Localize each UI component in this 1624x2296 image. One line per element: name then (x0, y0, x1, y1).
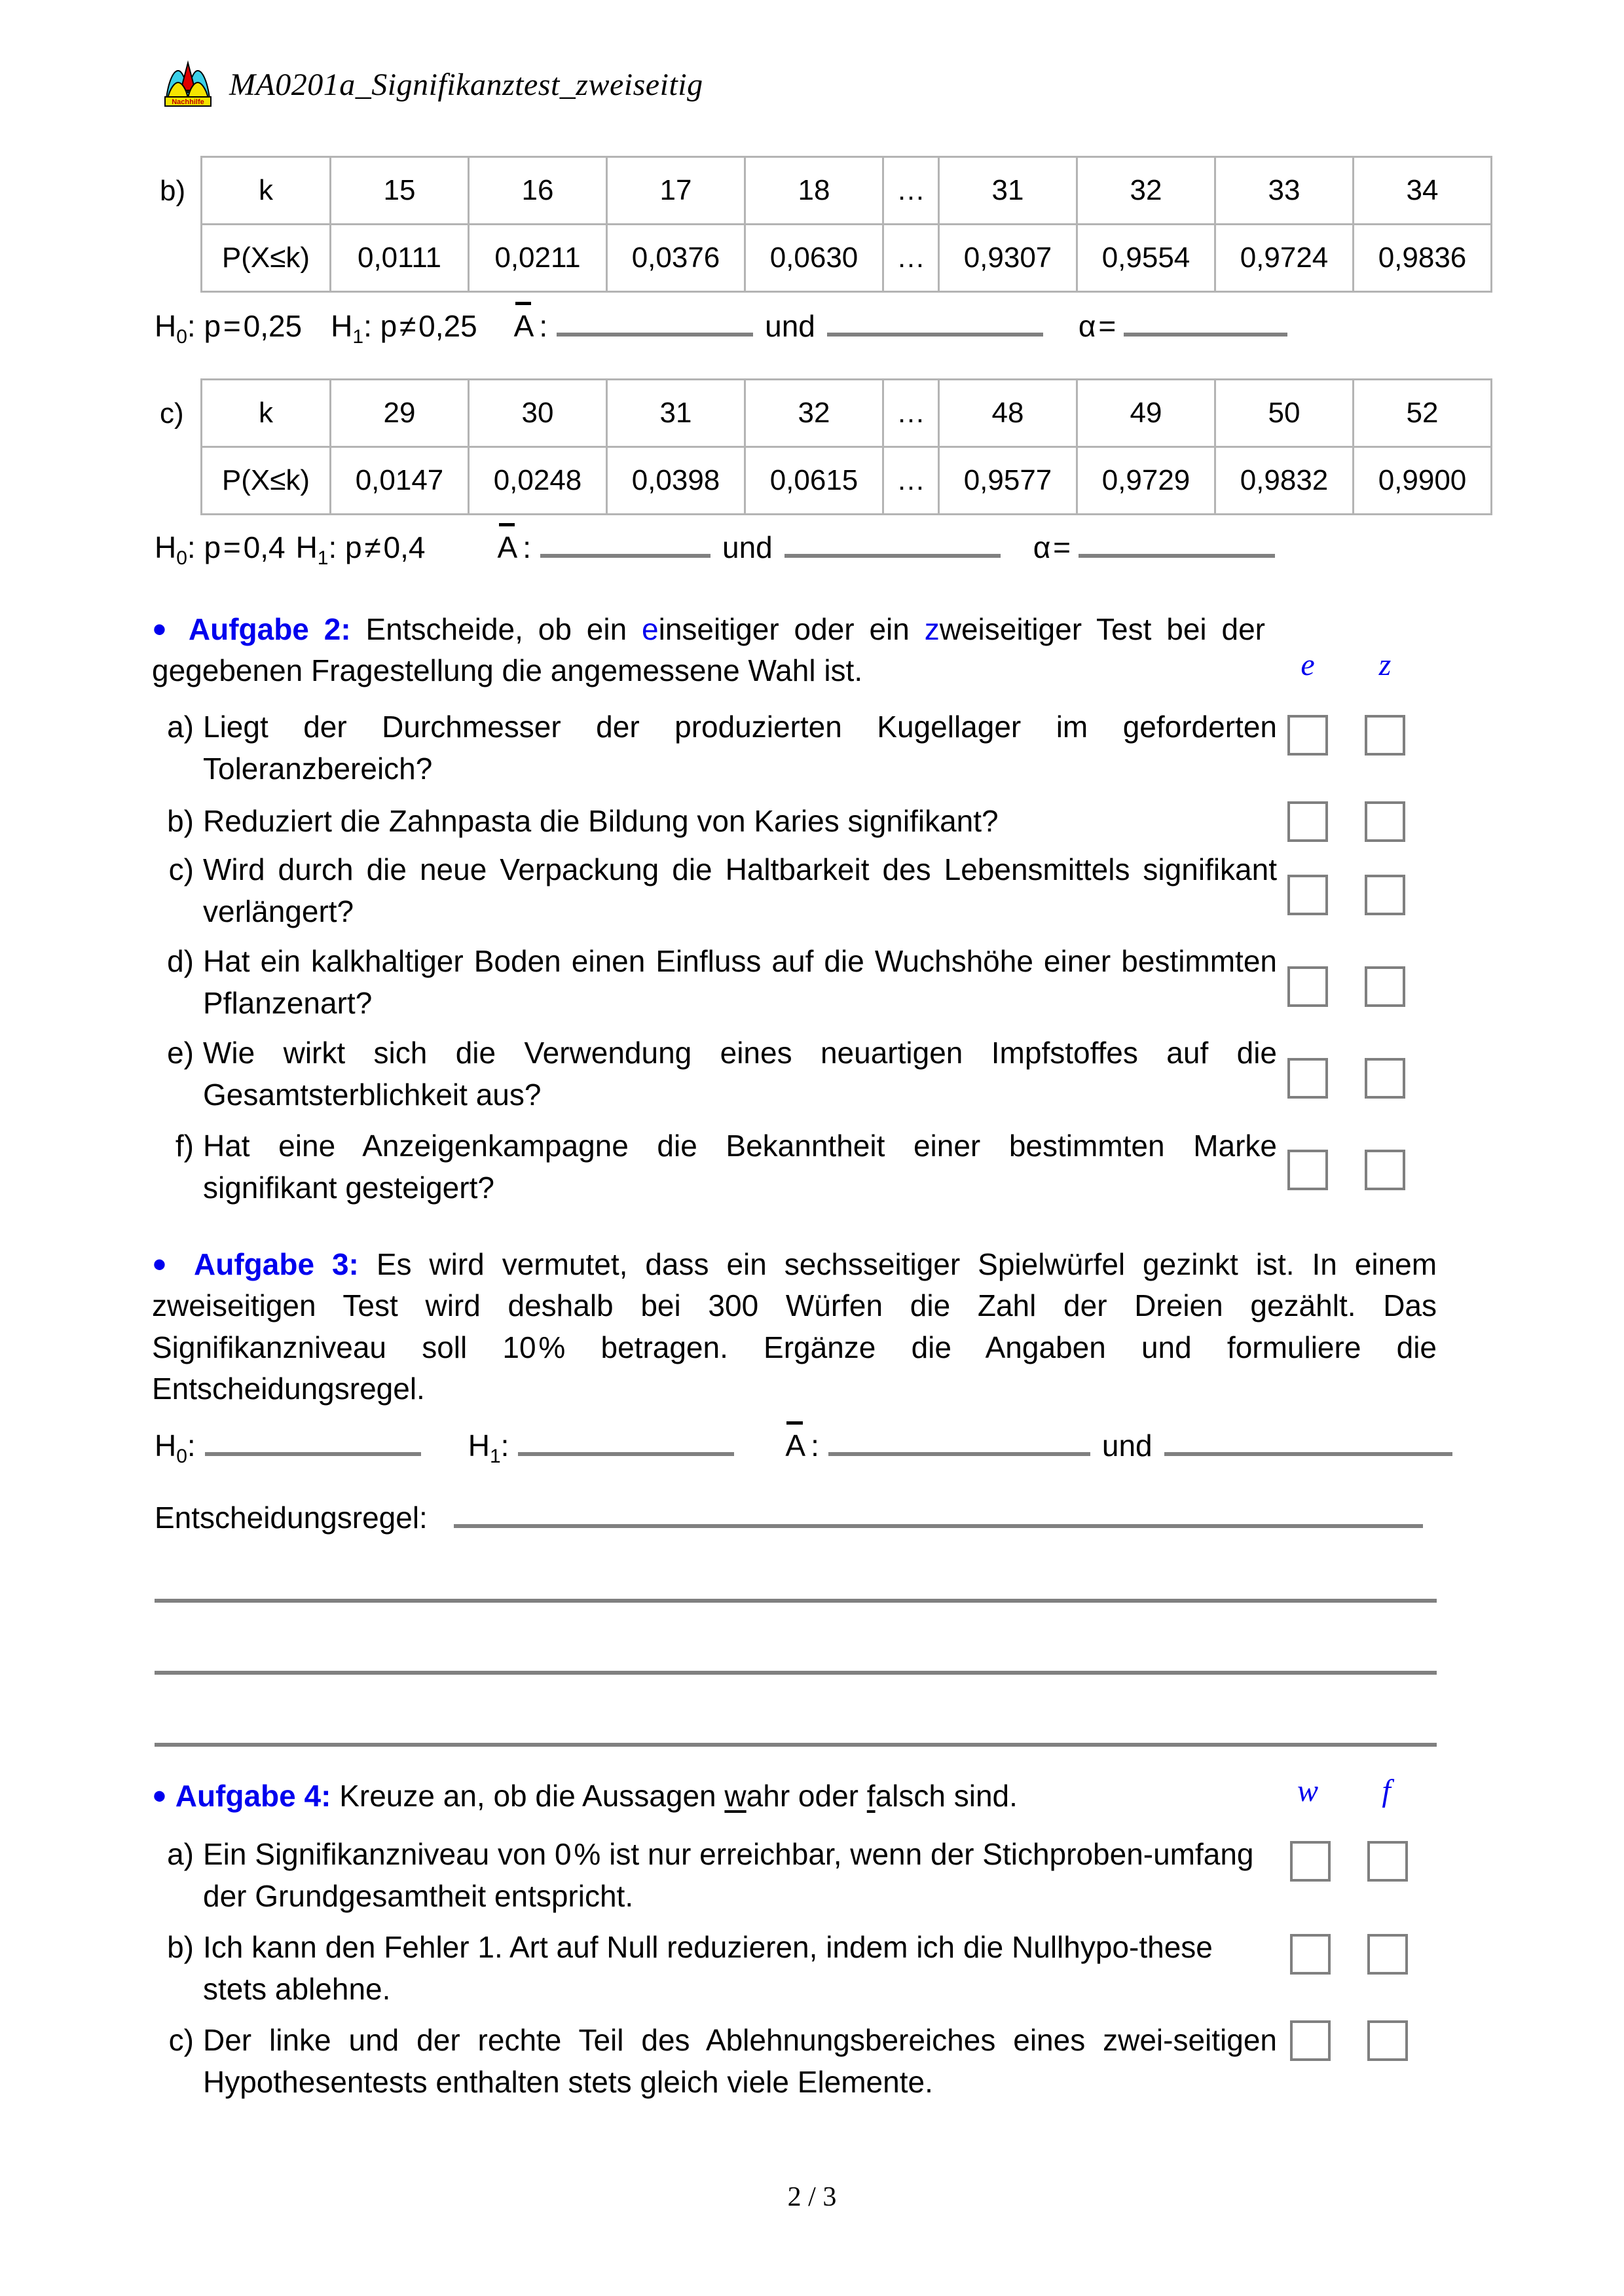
task-2-highlight-e: e (642, 612, 659, 646)
item-marker: b) (167, 804, 194, 838)
k-cell: 32 (745, 380, 883, 447)
task-2-item-e (160, 1032, 1277, 1116)
und-label: und (765, 309, 815, 343)
checkbox-2a-e[interactable] (1287, 715, 1328, 756)
item-marker: b) (167, 1930, 194, 1964)
answer-blank-h1[interactable] (518, 1422, 734, 1456)
k-cell: 50 (1215, 380, 1354, 447)
checkbox-2e-z[interactable] (1365, 1058, 1405, 1099)
k-cell: 29 (331, 380, 469, 447)
table-row (202, 157, 1492, 225)
abar-symbol: A (497, 530, 518, 564)
checkbox-2c-z[interactable] (1365, 875, 1405, 915)
item-marker: f) (175, 1129, 194, 1163)
item-text: Wird durch die neue Verpackung die Haltbarkeit des Lebensmittels signifikant verlängert? (203, 852, 1277, 929)
task-4-text-c: alsch sind. (875, 1779, 1018, 1813)
p-cell: 0,0615 (745, 447, 883, 515)
task-4-intro (152, 1776, 1265, 1817)
p-cell: 0,0111 (331, 225, 469, 292)
h0-subscript: 0 (176, 1446, 187, 1467)
p-cell: 0,0398 (607, 447, 745, 515)
page-footer: 2 / 3 (787, 2182, 837, 2212)
k-cell: 17 (607, 157, 745, 225)
task-2-item-d (160, 940, 1277, 1025)
answer-blank-h0[interactable] (205, 1422, 421, 1456)
item-text: Hat ein kalkhaltiger Boden einen Einfluss auf die Wuchshöhe einer bestimmten Pflanzenart? (203, 944, 1277, 1021)
table-row (202, 380, 1492, 447)
answer-rule-line-3[interactable] (155, 1743, 1437, 1747)
p-cell: 0,9729 (1077, 447, 1215, 515)
checkbox-2f-z[interactable] (1365, 1150, 1405, 1190)
k-cell: 18 (745, 157, 883, 225)
table-label-b: b) (160, 175, 186, 207)
item-text: Der linke und der rechte Teil des Ablehnungsbereiches eines zwei-seitigen Hypothesentests enthalten stets gleich viele Elemente. (203, 2023, 1277, 2100)
p-cell: 0,0211 (469, 225, 607, 292)
table-block-c (156, 378, 1492, 515)
column-header-w: w (1297, 1774, 1318, 1808)
answer-blank-decision-rule[interactable] (454, 1494, 1423, 1528)
probability-table-b (200, 156, 1492, 293)
k-cell: 16 (469, 157, 607, 225)
answer-blank-abar-right[interactable] (1164, 1422, 1452, 1456)
bullet-icon: ● (152, 1781, 167, 1810)
k-cell: 34 (1354, 157, 1492, 225)
h0-label: $H_0$: p = 0,25 (155, 309, 303, 348)
item-marker: e) (167, 1036, 194, 1070)
checkbox-2e-e[interactable] (1287, 1058, 1328, 1099)
column-header-e: e (1301, 647, 1315, 682)
checkbox-2a-z[interactable] (1365, 715, 1405, 756)
task-3-decision-rule-line (155, 1494, 1423, 1535)
task-2-item-b (160, 800, 1277, 842)
h1-subscript: 1 (317, 547, 329, 569)
task-2-highlight-z: z (924, 612, 940, 646)
p-cell-ellipsis: … (883, 447, 939, 515)
task-4-item-a (160, 1833, 1277, 1918)
h1-value: : p ≠ 0,4 (328, 530, 426, 564)
task-2-intro (152, 609, 1265, 692)
checkbox-2f-e[interactable] (1287, 1150, 1328, 1190)
h1-colon: : (500, 1429, 509, 1463)
task-4-heading: Aufgabe 4: (175, 1779, 331, 1813)
bullet-icon: ● (152, 1250, 177, 1278)
task-2-text-c: weiseitiger Test bei der gegebenen Fragestellung die angemessene Wahl ist. (152, 612, 1265, 688)
h0-subscript: 0 (176, 326, 187, 348)
h1-subscript: 1 (489, 1446, 501, 1467)
table-block-b (156, 156, 1492, 293)
answer-blank-abar-right[interactable] (827, 302, 1043, 337)
h0-label: $H_0$: (155, 1429, 196, 1467)
item-text: Hat eine Anzeigenkampagne die Bekanntheit einer bestimmten Marke signifikant gesteigert? (203, 1129, 1277, 1205)
k-cell: 31 (939, 157, 1077, 225)
task-2-item-a (160, 706, 1277, 790)
item-text: Wie wirkt sich die Verwendung eines neuartigen Impfstoffes auf die Gesamtsterblichkeit aus? (203, 1036, 1277, 1112)
h1-label: $H_1$: (468, 1429, 509, 1467)
p-cell-ellipsis: … (883, 225, 939, 292)
column-header-f: f (1382, 1774, 1391, 1808)
alpha-label: α = (1078, 309, 1116, 343)
abar-symbol: A (785, 1429, 806, 1463)
table-label-c: c) (160, 397, 184, 429)
und-label: und (1101, 1429, 1153, 1463)
p-cell: 0,9554 (1077, 225, 1215, 292)
item-text: Liegt der Durchmesser der produzierten Kugellager im geforderten Toleranzbereich? (203, 710, 1277, 786)
item-text: Ein Signifikanzniveau von 0 % ist nur erreichbar, wenn der Stichproben-umfang der Grundgesamtheit entspricht. (203, 1837, 1254, 1914)
abar-colon: : (523, 530, 531, 564)
p-cell: 0,0248 (469, 447, 607, 515)
h0-value: : p = 0,25 (187, 309, 303, 343)
item-marker: c) (168, 852, 194, 886)
p-cell: 0,0376 (607, 225, 745, 292)
task-2-item-f (160, 1125, 1277, 1209)
item-marker: a) (167, 710, 194, 744)
h0-subscript: 0 (176, 547, 187, 569)
answer-blank-abar-left[interactable] (557, 302, 753, 337)
table-row (202, 225, 1492, 292)
table-row (202, 447, 1492, 515)
document-title: MA0201a_Signifikanztest_zweiseitig (229, 67, 703, 102)
item-marker: d) (167, 944, 194, 978)
answer-blank-alpha[interactable] (1124, 302, 1287, 337)
answer-blank-abar-left[interactable] (828, 1422, 1090, 1456)
und-label: und (722, 530, 773, 564)
checkbox-2b-e[interactable] (1287, 801, 1328, 842)
task-3-text: Es wird vermutet, dass ein sechsseitiger Spielwürfel gezinkt ist. In einem zweiseitigen Test wird deshalb bei 300 Würfen die Zahl der Dreien gezählt. Das Signifikanzniveau soll 10 % betragen. Ergänze die Angaben und formuliere die Entscheidungsregel. (152, 1247, 1437, 1406)
p-cell: 0,0147 (331, 447, 469, 515)
hypothesis-line-c (155, 524, 1275, 569)
hypothesis-line-b (155, 302, 1287, 348)
p-cell: 0,9836 (1354, 225, 1492, 292)
task-2-text-a: Entscheide, ob ein (350, 612, 642, 646)
answer-blank-abar-left[interactable] (540, 524, 710, 558)
p-cell: 0,9900 (1354, 447, 1492, 515)
h0-colon: : (187, 1429, 196, 1463)
p-cell: 0,9724 (1215, 225, 1354, 292)
h0-value: : p = 0,4 (187, 530, 286, 564)
h1-label: $H_1$: p ≠ 0,4 (295, 530, 426, 569)
k-cell: 30 (469, 380, 607, 447)
h0-label: $H_0$: p = 0,4 (155, 530, 286, 569)
checkbox-2b-z[interactable] (1365, 801, 1405, 842)
k-cell-ellipsis: … (883, 380, 939, 447)
checkbox-2c-e[interactable] (1287, 875, 1328, 915)
h1-value: : p ≠ 0,25 (363, 309, 477, 343)
p-cell: 0,9307 (939, 225, 1077, 292)
answer-rule-line-1[interactable] (155, 1599, 1437, 1603)
k-cell: 31 (607, 380, 745, 447)
abar-symbol: A (513, 309, 534, 343)
p-cell: 0,9832 (1215, 447, 1354, 515)
answer-rule-line-2[interactable] (155, 1671, 1437, 1675)
p-cell: 0,9577 (939, 447, 1077, 515)
abar-colon: : (539, 309, 548, 343)
document-header (162, 60, 703, 109)
probability-table-c (200, 378, 1492, 515)
checkbox-4a-f[interactable] (1367, 1841, 1408, 1882)
task-4-item-b (160, 1926, 1277, 2011)
k-cell: 52 (1354, 380, 1492, 447)
checkbox-4c-f[interactable] (1367, 2020, 1408, 2061)
svg-text:Nachhilfe: Nachhilfe (172, 98, 204, 106)
task-4-underline-w: w (724, 1779, 747, 1813)
task-4-text-b: ahr oder (746, 1779, 867, 1813)
k-cell: 32 (1077, 157, 1215, 225)
decision-rule-label: Entscheidungsregel: (155, 1501, 428, 1535)
answer-blank-alpha[interactable] (1079, 524, 1275, 558)
row-header-k: k (202, 380, 331, 447)
item-marker: a) (167, 1837, 194, 1871)
task-2-item-c (160, 848, 1277, 933)
k-cell: 49 (1077, 380, 1215, 447)
row-header-p: P(X≤k) (202, 225, 331, 292)
checkbox-2d-e[interactable] (1287, 966, 1328, 1007)
row-header-p: P(X≤k) (202, 447, 331, 515)
task-2-heading: Aufgabe 2: (188, 612, 351, 646)
nachhilfe-logo-icon (162, 60, 213, 109)
k-cell: 48 (939, 380, 1077, 447)
task-3-hypothesis-line (155, 1422, 1452, 1467)
checkbox-4b-f[interactable] (1367, 1934, 1408, 1975)
task-3-heading: Aufgabe 3: (194, 1247, 359, 1281)
task-4-underline-f: f (866, 1779, 876, 1813)
task-4-item-c (160, 2019, 1277, 2104)
checkbox-4b-w[interactable] (1290, 1934, 1331, 1975)
item-marker: c) (168, 2023, 194, 2057)
k-cell: 33 (1215, 157, 1354, 225)
p-cell: 0,0630 (745, 225, 883, 292)
item-text: Ich kann den Fehler 1. Art auf Null reduzieren, indem ich die Nullhypo-these stets ablehne. (203, 1930, 1213, 2007)
item-text: Reduziert die Zahnpasta die Bildung von Karies signifikant? (203, 804, 999, 838)
h1-subscript: 1 (352, 326, 364, 348)
column-header-z: z (1378, 647, 1392, 682)
checkbox-4c-w[interactable] (1290, 2020, 1331, 2061)
h1-label: $H_1$: p ≠ 0,25 (331, 309, 477, 348)
checkbox-2d-z[interactable] (1365, 966, 1405, 1007)
answer-blank-abar-right[interactable] (784, 524, 1001, 558)
abar-colon: : (811, 1429, 819, 1463)
bullet-icon: ● (152, 615, 174, 643)
task-4-text-a: Kreuze an, ob die Aussagen (331, 1779, 725, 1813)
task-3-intro (152, 1244, 1437, 1410)
checkbox-4a-w[interactable] (1290, 1841, 1331, 1882)
k-cell: 15 (331, 157, 469, 225)
row-header-k: k (202, 157, 331, 225)
k-cell-ellipsis: … (883, 157, 939, 225)
alpha-label: α = (1033, 530, 1071, 564)
task-2-text-b: inseitiger oder ein (658, 612, 925, 646)
